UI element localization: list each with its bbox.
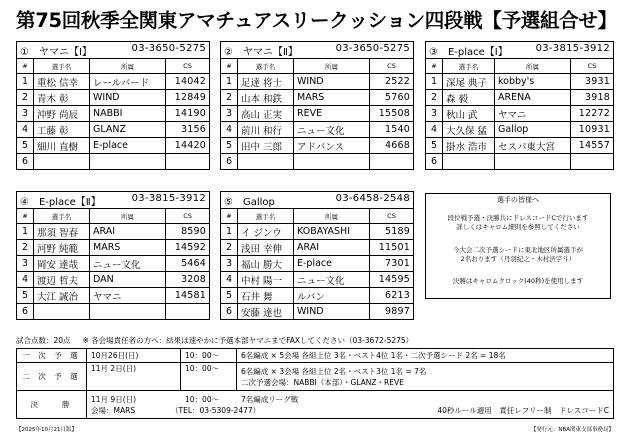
cs-value: 3931 — [571, 74, 614, 90]
affiliation: アドバンス — [294, 138, 370, 154]
row-num: 2 — [17, 90, 34, 106]
player-name — [34, 154, 90, 170]
final-detail — [87, 391, 614, 419]
affiliation: セスパ東大宮 — [495, 138, 571, 154]
table-row — [426, 74, 614, 90]
player-name: 森 毅 — [443, 90, 495, 106]
affiliation: ARAI — [294, 240, 370, 256]
affiliation — [294, 154, 370, 170]
table-row — [221, 74, 414, 90]
affiliation: KOBAYASHI — [294, 224, 370, 240]
cs-value: 6213 — [370, 288, 414, 304]
table-row — [426, 138, 614, 154]
schedule-row-prelim1 — [17, 349, 614, 363]
affiliation: ニュー文化 — [294, 122, 370, 138]
affiliation: ニュー文化 — [90, 256, 166, 272]
affiliation: WIND — [294, 74, 370, 90]
table-row — [17, 304, 210, 320]
final-time: 10：00～ — [185, 394, 220, 404]
table-row — [17, 122, 210, 138]
affiliation: ARAI — [90, 224, 166, 240]
final-date: 11月 9日(日) — [91, 394, 137, 404]
match-points: 試合点数：20点 — [16, 336, 71, 345]
table-row — [221, 122, 414, 138]
row-num: 4 — [426, 122, 443, 138]
affiliation: DAN — [90, 272, 166, 288]
note-rules-ref: 詳しくはキャロム細則を参照してください — [456, 223, 580, 231]
row-num: 5 — [17, 288, 34, 304]
col-header-cs: CS — [166, 209, 210, 224]
group-name: ⑤ Gallop — [224, 196, 275, 208]
table-row — [221, 154, 414, 170]
affiliation — [495, 154, 571, 170]
table-row — [17, 154, 210, 170]
cs-value: 15508 — [370, 106, 414, 122]
stage-detail-text: 6名編成 × 3会場 各組上位 2名・ベスト3位 1名 = 7名 — [241, 366, 427, 376]
note-clock: 決勝はキャロムクロック(40秒)を使用します — [452, 277, 584, 285]
group-5-table — [220, 191, 413, 320]
row-num: 3 — [221, 256, 238, 272]
stage-label: 二 次 予 選 — [17, 363, 87, 391]
affiliation: GLANZ — [90, 122, 166, 138]
table-row — [17, 90, 210, 106]
row-num: 2 — [221, 240, 238, 256]
row-num: 2 — [426, 90, 443, 106]
row-num: 1 — [17, 74, 34, 90]
cs-value: 4668 — [370, 138, 414, 154]
col-header-cs: CS — [571, 59, 614, 74]
notes-title: 選手の皆様へ — [497, 196, 539, 204]
col-header-player: 選手名 — [443, 59, 495, 74]
affiliation: WIND — [294, 304, 370, 320]
player-name: 高山 正実 — [238, 106, 294, 122]
row-num: 5 — [221, 138, 238, 154]
table-row — [221, 106, 414, 122]
player-name — [34, 304, 90, 320]
cs-value: 14042 — [166, 74, 210, 90]
table-row — [17, 272, 210, 288]
player-name: 岡安 達哉 — [34, 256, 90, 272]
col-header-player: 選手名 — [238, 59, 294, 74]
table-row — [221, 90, 414, 106]
row-num: 3 — [17, 106, 34, 122]
row-num: 4 — [17, 122, 34, 138]
group-name: ④ E-place【Ⅱ】 — [20, 196, 101, 208]
stage-date-text: 11月 2日(日) — [91, 364, 137, 373]
player-name: 河野 純範 — [34, 240, 90, 256]
affiliation: WIND — [90, 90, 166, 106]
row-num: 6 — [17, 304, 34, 320]
player-name: 秋山 武 — [443, 106, 495, 122]
affiliation: ヤマニ — [90, 288, 166, 304]
cs-value — [166, 154, 210, 170]
col-header-num: # — [426, 59, 443, 74]
affiliation: E-place — [294, 256, 370, 272]
group-2-table — [220, 41, 413, 170]
table-row — [17, 138, 210, 154]
group-tel: 03-3815-3912 — [131, 192, 207, 204]
row-num: 3 — [221, 106, 238, 122]
player-name: 細川 直樹 — [34, 138, 90, 154]
col-header-num: # — [17, 59, 34, 74]
row-num: 2 — [221, 90, 238, 106]
group-tel: 03-3650-5275 — [335, 42, 411, 54]
stage-time-text: 10：00～ — [185, 364, 220, 373]
cs-value: 11501 — [370, 240, 414, 256]
player-name: 中村 陽一 — [238, 272, 294, 288]
table-row — [221, 138, 414, 154]
row-num: 4 — [221, 272, 238, 288]
cs-value: 14592 — [166, 240, 210, 256]
affiliation: MARS — [90, 240, 166, 256]
group-tel: 03-3650-5275 — [131, 42, 206, 54]
cs-value — [370, 154, 414, 170]
cs-value: 14420 — [166, 138, 210, 154]
table-row — [17, 240, 210, 256]
table-row — [221, 224, 414, 240]
affiliation: Gallop — [495, 122, 571, 138]
affiliation: E-place — [90, 138, 166, 154]
player-name: 工藤 彰 — [34, 122, 90, 138]
row-num: 3 — [426, 106, 443, 122]
notes-box — [425, 193, 611, 299]
cs-value: 2522 — [370, 74, 414, 90]
player-name: 山本 和鉄 — [238, 90, 294, 106]
col-header-affiliation: 所属 — [294, 209, 370, 224]
cs-value: 1540 — [370, 122, 414, 138]
cs-value: 5464 — [166, 256, 210, 272]
table-row — [17, 106, 210, 122]
col-header-player: 選手名 — [238, 209, 294, 224]
group-4-table — [16, 191, 209, 320]
player-name: 青木 彰 — [34, 90, 90, 106]
final-tel: （TEL：03-5309-2477） — [171, 405, 261, 415]
publisher: 【発行元：NBA関東支部事務局】 — [530, 427, 614, 433]
affiliation — [90, 154, 166, 170]
row-num: 1 — [17, 224, 34, 240]
row-num: 1 — [221, 224, 238, 240]
table-row — [17, 74, 210, 90]
affiliation: ルバン — [294, 288, 370, 304]
row-num: 6 — [221, 154, 238, 170]
stage-date — [87, 363, 181, 391]
row-num: 5 — [17, 138, 34, 154]
group-tel: 03-3815-3912 — [535, 42, 611, 54]
cs-value: 14190 — [166, 106, 210, 122]
stage-time — [181, 363, 237, 391]
affiliation: ヤマニ — [495, 106, 571, 122]
player-name — [443, 154, 495, 170]
note-seed-names: 2名おります（丹羽紀之・木村渋宇斗） — [460, 255, 576, 263]
row-num: 1 — [221, 74, 238, 90]
stage-label: 決 勝 — [17, 391, 87, 419]
cs-value — [166, 304, 210, 320]
schedule-table — [16, 348, 614, 419]
cs-value: 3918 — [571, 90, 614, 106]
col-header-player: 選手名 — [34, 209, 90, 224]
cs-value: 12272 — [571, 106, 614, 122]
col-header-cs: CS — [370, 59, 414, 74]
stage-detail: 6名編成 × 5会場 各組上位 3名・ベスト4位 1名・二次予選シード 2名 = 18名 — [237, 349, 614, 363]
row-num: 5 — [221, 288, 238, 304]
player-name: イ ジンウ — [238, 224, 294, 240]
affiliation — [90, 304, 166, 320]
stage-time: 10：00～ — [181, 349, 237, 363]
affiliation: kobby's — [495, 74, 571, 90]
stage-label: 一 次 予 選 — [17, 349, 87, 363]
player-name: 石井 舞 — [238, 288, 294, 304]
table-row — [17, 288, 210, 304]
player-name: 那須 智春 — [34, 224, 90, 240]
affiliation: NABBI — [90, 106, 166, 122]
stage-date: 10月26日(日) — [87, 349, 181, 363]
affiliation: ニュー文化 — [294, 272, 370, 288]
note-seed: 今大会二次予選シードに東北地区所属選手が — [453, 246, 583, 254]
group-1-table — [16, 41, 209, 170]
row-num: 6 — [426, 154, 443, 170]
cs-value: 8590 — [166, 224, 210, 240]
col-header-cs: CS — [370, 209, 414, 224]
table-row — [426, 106, 614, 122]
row-num: 3 — [17, 256, 34, 272]
venue-contact-note: ※ 各会場責任者の方へ：結果は速やかに予選本部ヤマニまでFAXしてください（03-3672-5275） — [82, 336, 414, 345]
row-num: 5 — [426, 138, 443, 154]
player-name: 田中 三郎 — [238, 138, 294, 154]
group-name: ② ヤマニ【Ⅱ】 — [224, 46, 298, 58]
col-header-player: 選手名 — [34, 59, 90, 74]
group-3-table — [425, 41, 613, 170]
table-row — [426, 122, 614, 138]
player-name: 大江 誠治 — [34, 288, 90, 304]
cs-value: 12849 — [166, 90, 210, 106]
group-name: ③ E-place【Ⅰ】 — [429, 46, 508, 58]
player-name: 沖野 尚辰 — [34, 106, 90, 122]
row-num: 2 — [17, 240, 34, 256]
cs-value: 3156 — [166, 122, 210, 138]
row-num: 6 — [17, 154, 34, 170]
page-title: 第75回秋季全関東アマチュアスリークッション四段戦【予選組合せ】 — [16, 9, 617, 32]
col-header-affiliation: 所属 — [90, 59, 166, 74]
table-row — [426, 90, 614, 106]
final-rules: 40秒ルール適用 責任レフリー制 ドレスコードC — [437, 405, 609, 415]
cs-value: 5189 — [370, 224, 414, 240]
player-name: 重松 信幸 — [34, 74, 90, 90]
cs-value: 3208 — [166, 272, 210, 288]
affiliation: MARS — [294, 90, 370, 106]
table-row — [426, 154, 614, 170]
table-row — [17, 224, 210, 240]
group-tel: 03-6458-2548 — [335, 192, 411, 204]
cs-value: 10931 — [571, 122, 614, 138]
cs-value: 14595 — [370, 272, 414, 288]
note-dresscode: 段位戦予選・決勝共にドレスコードCで行います — [447, 214, 589, 222]
ticket-line — [16, 335, 413, 346]
final-venue: 会場：MARS — [91, 405, 136, 415]
group-name: ① ヤマニ【Ⅰ】 — [20, 46, 92, 58]
cs-value: 14557 — [571, 138, 614, 154]
version-date: 【2025年10月21日版】 — [16, 427, 77, 433]
stage-venue: 二次予選会場：NABBI（本部）・GLANZ・REVE — [241, 377, 404, 387]
player-name: 大久保 猛 — [443, 122, 495, 138]
final-format: 7名編成リーグ戦 — [241, 394, 299, 404]
col-header-num: # — [17, 209, 34, 224]
affiliation: レールバード — [90, 74, 166, 90]
table-row — [221, 304, 414, 320]
cs-value: 14581 — [166, 288, 210, 304]
player-name: 浅田 幸伸 — [238, 240, 294, 256]
player-name: 足達 将士 — [238, 74, 294, 90]
col-header-affiliation: 所属 — [90, 209, 166, 224]
stage-detail — [237, 363, 614, 391]
player-name — [238, 154, 294, 170]
col-header-cs: CS — [166, 59, 210, 74]
affiliation: REVE — [294, 106, 370, 122]
player-name: 渡辺 哲夫 — [34, 272, 90, 288]
col-header-num: # — [221, 209, 238, 224]
cs-value: 9897 — [370, 304, 414, 320]
table-row — [221, 240, 414, 256]
row-num: 4 — [221, 122, 238, 138]
cs-value: 5760 — [370, 90, 414, 106]
table-row — [221, 256, 414, 272]
cs-value — [571, 154, 614, 170]
player-name: 福山 勝大 — [238, 256, 294, 272]
row-num: 1 — [426, 74, 443, 90]
col-header-num: # — [221, 59, 238, 74]
table-row — [17, 256, 210, 272]
col-header-affiliation: 所属 — [294, 59, 370, 74]
table-row — [221, 272, 414, 288]
cs-value: 7301 — [370, 256, 414, 272]
row-num: 6 — [221, 304, 238, 320]
col-header-affiliation: 所属 — [495, 59, 571, 74]
schedule-row-final — [17, 391, 614, 419]
table-row — [221, 288, 414, 304]
player-name: 安藤 達也 — [238, 304, 294, 320]
player-name: 深尾 典子 — [443, 74, 495, 90]
player-name: 掛水 浩市 — [443, 138, 495, 154]
affiliation: ARENA — [495, 90, 571, 106]
row-num: 4 — [17, 272, 34, 288]
player-name: 前川 和行 — [238, 122, 294, 138]
schedule-row-prelim2 — [17, 363, 614, 391]
